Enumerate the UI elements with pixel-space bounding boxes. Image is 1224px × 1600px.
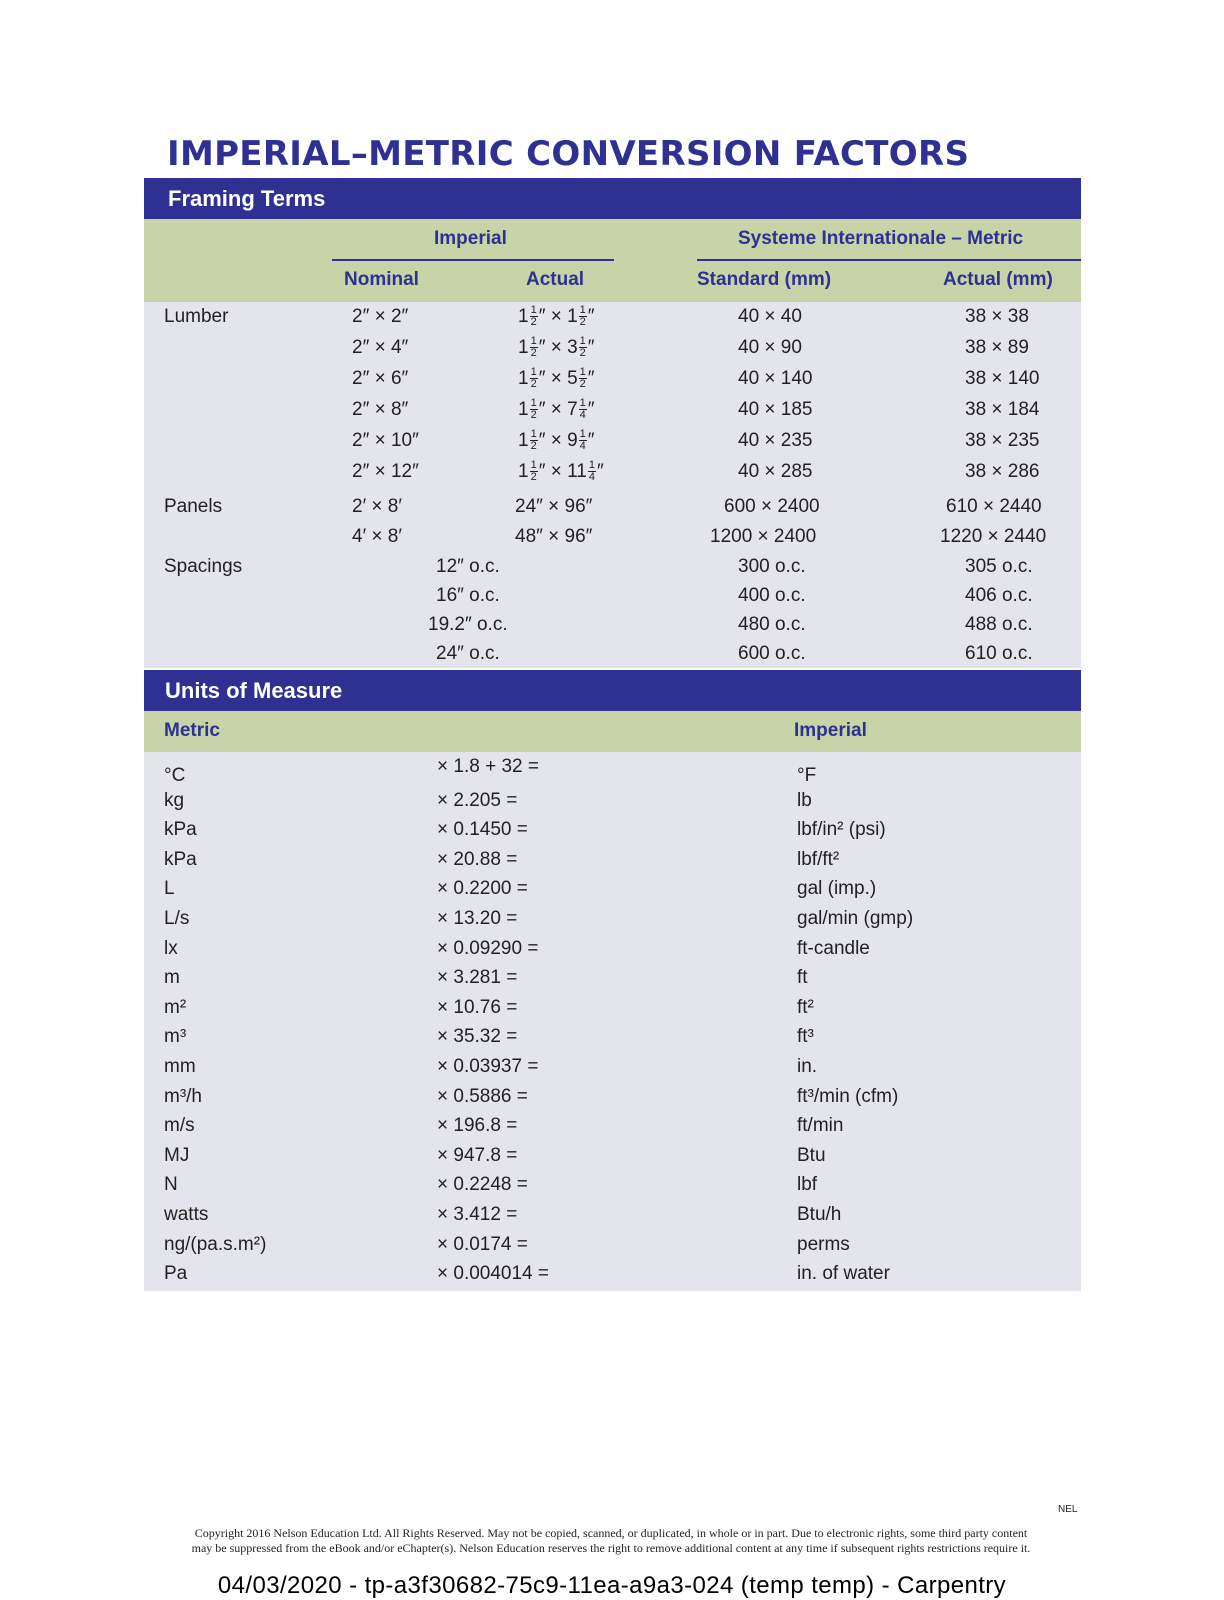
panel-actual-mm: 1220 × 2440	[940, 526, 1047, 547]
col-metric-header: Metric	[164, 720, 220, 741]
lumber-nominal: 2″ × 2″	[352, 306, 409, 327]
actual-end: ″	[587, 337, 595, 358]
col-actual-mm-header: Actual (mm)	[943, 269, 1053, 290]
lumber-actual	[518, 364, 595, 394]
imperial-unit: perms	[797, 1233, 850, 1255]
imperial-unit: gal (imp.)	[797, 878, 877, 900]
metric-unit: watts	[164, 1204, 209, 1225]
copyright-line-1: Copyright 2016 Nelson Education Ltd. All Rights Reserved. May not be copied, scanned, or duplicated, in whole or in part. Due to electronic rights, some third party content	[194, 1526, 1028, 1540]
fraction	[579, 398, 587, 421]
fraction	[579, 367, 587, 390]
lumber-standard-mm: 40 × 90	[738, 337, 802, 358]
metric-unit: lx	[164, 937, 178, 959]
spacing-actual-mm: 488 o.c.	[965, 614, 1033, 635]
imperial-group-header: Imperial	[434, 228, 507, 249]
lumber-standard-mm: 40 × 235	[738, 430, 813, 451]
fraction-numerator: 1	[530, 366, 537, 379]
panel-standard-mm: 1200 × 2400	[710, 526, 817, 547]
metric-unit: ng/(pa.s.m²)	[164, 1233, 267, 1255]
actual-whole: 1	[518, 461, 529, 482]
spacing-imperial: 19.2″ o.c.	[428, 614, 508, 635]
imperial-unit: ft	[797, 967, 808, 989]
spacing-imperial: 24″ o.c.	[436, 643, 500, 664]
fraction-numerator: 1	[530, 304, 537, 317]
fraction	[530, 367, 538, 390]
conversion-factor: × 3.281 =	[437, 967, 518, 989]
units-table-row	[0, 1204, 1224, 1230]
fraction	[588, 460, 596, 483]
metric-unit: °C	[164, 765, 186, 786]
conversion-factor: × 196.8 =	[437, 1115, 518, 1137]
units-table-row	[0, 756, 1224, 786]
spacing-actual-mm: 610 o.c.	[965, 643, 1033, 664]
lumber-nominal: 2″ × 6″	[352, 368, 409, 389]
fraction-denominator: 2	[579, 316, 586, 329]
metric-unit: kPa	[164, 848, 197, 870]
actual-end: ″	[587, 306, 595, 327]
imperial-group-rule	[332, 259, 614, 261]
fraction-numerator: 1	[579, 335, 586, 348]
lumber-actual	[518, 395, 595, 425]
conversion-factor: × 13.20 =	[437, 908, 518, 929]
spacing-actual-mm: 305 o.c.	[965, 556, 1033, 577]
fraction-numerator: 1	[530, 397, 537, 410]
fraction-denominator: 2	[530, 440, 537, 453]
metric-unit: L/s	[164, 908, 190, 929]
units-table-row	[0, 1026, 1224, 1052]
fraction-numerator: 1	[530, 459, 537, 472]
actual-whole: 1	[518, 306, 529, 327]
conversion-factor: × 3.412 =	[437, 1204, 518, 1225]
fraction-numerator: 1	[588, 459, 595, 472]
units-table-row	[0, 849, 1224, 875]
conversion-factor: × 35.32 =	[437, 1026, 518, 1048]
imperial-unit: ft/min	[797, 1115, 844, 1137]
units-table-row	[0, 1086, 1224, 1112]
metric-unit: m	[164, 967, 180, 989]
actual-mid: ″ × 3	[538, 337, 578, 358]
panel-actual: 48″ × 96″	[515, 526, 593, 547]
lumber-standard-mm: 40 × 285	[738, 461, 813, 482]
metric-group-header: Systeme Internationale – Metric	[738, 228, 1024, 249]
panel-actual-mm: 610 × 2440	[946, 496, 1042, 517]
lumber-nominal: 2″ × 12″	[352, 461, 419, 482]
lumber-actual-mm: 38 × 286	[965, 461, 1040, 482]
actual-end: ″	[587, 368, 595, 389]
lumber-actual	[518, 302, 595, 332]
conversion-factor: × 1.8 + 32 =	[437, 756, 539, 777]
col-nominal-header: Nominal	[344, 269, 419, 290]
fraction-denominator: 2	[530, 378, 537, 391]
imperial-unit: lbf/ft²	[797, 848, 840, 870]
spacing-standard-mm: 480 o.c.	[738, 614, 806, 635]
print-stamp: 04/03/2020 - tp-a3f30682-75c9-11ea-a9a3-024 (temp temp) - Carpentry	[217, 1572, 1007, 1599]
fraction-denominator: 2	[530, 347, 537, 360]
fraction-numerator: 1	[579, 366, 586, 379]
fraction-denominator: 4	[579, 440, 586, 453]
framing-terms-header: Framing Terms	[144, 178, 1081, 219]
imperial-unit: in. of water	[797, 1263, 890, 1285]
conversion-factor: × 0.0174 =	[437, 1233, 528, 1255]
conversion-factor: × 0.2248 =	[437, 1174, 528, 1196]
conversion-factor: × 10.76 =	[437, 996, 518, 1018]
row-label-panels: Panels	[164, 496, 223, 517]
lumber-standard-mm: 40 × 185	[738, 399, 813, 420]
lumber-actual	[518, 333, 595, 363]
lumber-nominal: 2″ × 4″	[352, 337, 409, 358]
actual-whole: 1	[518, 337, 529, 358]
fraction-numerator: 1	[530, 428, 537, 441]
fraction-numerator: 1	[579, 304, 586, 317]
col-standard-mm-header: Standard (mm)	[697, 269, 832, 290]
fraction-numerator: 1	[530, 335, 537, 348]
units-table-row	[0, 1115, 1224, 1141]
conversion-factor: × 0.004014 =	[437, 1263, 549, 1285]
units-table-row	[0, 908, 1224, 934]
actual-mid: ″ × 5	[538, 368, 578, 389]
lumber-actual	[518, 426, 595, 456]
lumber-actual-mm: 38 × 184	[965, 399, 1040, 420]
fraction-denominator: 2	[579, 347, 586, 360]
framing-table-body	[144, 302, 1081, 668]
metric-unit: m/s	[164, 1115, 195, 1137]
metric-unit: mm	[164, 1056, 196, 1077]
metric-unit: kg	[164, 789, 185, 811]
lumber-actual-mm: 38 × 38	[965, 306, 1029, 327]
lumber-actual-mm: 38 × 140	[965, 368, 1040, 389]
fraction	[530, 398, 538, 421]
imperial-unit: ft-candle	[797, 937, 870, 959]
panel-standard-mm: 600 × 2400	[724, 496, 820, 517]
imperial-unit: gal/min (gmp)	[797, 908, 914, 929]
fraction	[530, 429, 538, 452]
units-table-row	[0, 938, 1224, 964]
row-label-lumber: Lumber	[164, 306, 229, 327]
page-title: IMPERIAL–METRIC CONVERSION FACTORS	[167, 134, 970, 174]
actual-mid: ″ × 7	[538, 399, 578, 420]
metric-unit: L	[164, 878, 175, 900]
units-table-row	[0, 967, 1224, 993]
fraction-denominator: 2	[530, 471, 537, 484]
actual-mid: ″ × 9	[538, 430, 578, 451]
imperial-unit: Btu/h	[797, 1204, 842, 1225]
metric-unit: m³	[164, 1026, 187, 1048]
lumber-nominal: 2″ × 10″	[352, 430, 419, 451]
units-table-row	[0, 819, 1224, 845]
actual-mid: ″ × 11	[538, 461, 587, 482]
actual-end: ″	[587, 430, 595, 451]
spacing-imperial: 16″ o.c.	[436, 585, 500, 606]
row-label-spacings: Spacings	[164, 556, 243, 577]
spacing-standard-mm: 400 o.c.	[738, 585, 806, 606]
imperial-unit: ft³	[797, 1026, 814, 1048]
spacing-standard-mm: 300 o.c.	[738, 556, 806, 577]
metric-unit: MJ	[164, 1144, 190, 1166]
lumber-actual	[518, 457, 604, 487]
copyright-notice	[120, 1526, 1102, 1556]
fraction-denominator: 2	[530, 316, 537, 329]
conversion-factor: × 0.03937 =	[437, 1056, 539, 1077]
conversion-factor: × 0.2200 =	[437, 878, 528, 900]
imperial-unit: lb	[797, 789, 812, 811]
imperial-unit: ft²	[797, 996, 814, 1018]
metric-unit: m²	[164, 996, 187, 1018]
metric-unit: N	[164, 1174, 178, 1196]
metric-unit: Pa	[164, 1263, 188, 1285]
spacing-imperial: 12″ o.c.	[436, 556, 500, 577]
actual-end: ″	[596, 461, 604, 482]
conversion-factor: × 0.09290 =	[437, 937, 539, 959]
units-table-row	[0, 1234, 1224, 1260]
actual-end: ″	[587, 399, 595, 420]
fraction	[579, 305, 587, 328]
fraction	[530, 336, 538, 359]
units-of-measure-header: Units of Measure	[144, 670, 1081, 711]
fraction-numerator: 1	[579, 397, 586, 410]
metric-unit: kPa	[164, 819, 197, 841]
conversion-factor: × 20.88 =	[437, 848, 518, 870]
metric-unit: m³/h	[164, 1085, 202, 1107]
publisher-mark: NEL	[1058, 1504, 1078, 1515]
conversion-factor: × 0.1450 =	[437, 819, 528, 841]
fraction-denominator: 2	[530, 409, 537, 422]
fraction-denominator: 4	[588, 471, 595, 484]
lumber-standard-mm: 40 × 40	[738, 306, 802, 327]
units-table-row	[0, 1145, 1224, 1171]
units-table-row	[0, 878, 1224, 904]
fraction-denominator: 2	[579, 378, 586, 391]
actual-mid: ″ × 1	[538, 306, 578, 327]
metric-group-rule	[697, 259, 1081, 261]
units-column-header-band	[144, 711, 1081, 752]
units-table-row	[0, 1056, 1224, 1082]
lumber-nominal: 2″ × 8″	[352, 399, 409, 420]
imperial-unit: lbf	[797, 1174, 818, 1196]
conversion-factor: × 0.5886 =	[437, 1085, 528, 1107]
imperial-unit: lbf/in² (psi)	[797, 819, 886, 841]
panel-nominal: 4′ × 8′	[352, 526, 402, 547]
fraction	[579, 336, 587, 359]
lumber-standard-mm: 40 × 140	[738, 368, 813, 389]
lumber-actual-mm: 38 × 89	[965, 337, 1029, 358]
fraction-denominator: 4	[579, 409, 586, 422]
units-table-row	[0, 1263, 1224, 1289]
spacing-standard-mm: 600 o.c.	[738, 643, 806, 664]
actual-whole: 1	[518, 399, 529, 420]
imperial-unit: in.	[797, 1056, 818, 1077]
conversion-factor: × 947.8 =	[437, 1144, 518, 1166]
fraction	[579, 429, 587, 452]
imperial-unit: ft³/min (cfm)	[797, 1085, 899, 1107]
fraction	[530, 305, 538, 328]
actual-whole: 1	[518, 368, 529, 389]
units-table-row	[0, 997, 1224, 1023]
actual-whole: 1	[518, 430, 529, 451]
col-actual-header: Actual	[526, 269, 585, 290]
copyright-line-2: may be suppressed from the eBook and/or eChapter(s). Nelson Education reserves the right to remove additional content at any time if subsequent rights restrictions require it.	[191, 1541, 1031, 1555]
imperial-unit: Btu	[797, 1144, 826, 1166]
panel-nominal: 2′ × 8′	[352, 496, 402, 517]
lumber-actual-mm: 38 × 235	[965, 430, 1040, 451]
fraction-numerator: 1	[579, 428, 586, 441]
conversion-factor: × 2.205 =	[437, 789, 518, 811]
spacing-actual-mm: 406 o.c.	[965, 585, 1033, 606]
imperial-unit: °F	[797, 765, 817, 786]
units-table-row	[0, 790, 1224, 816]
col-imperial-header: Imperial	[794, 720, 867, 741]
fraction	[530, 460, 538, 483]
units-table-row	[0, 1174, 1224, 1200]
panel-actual: 24″ × 96″	[515, 496, 593, 517]
